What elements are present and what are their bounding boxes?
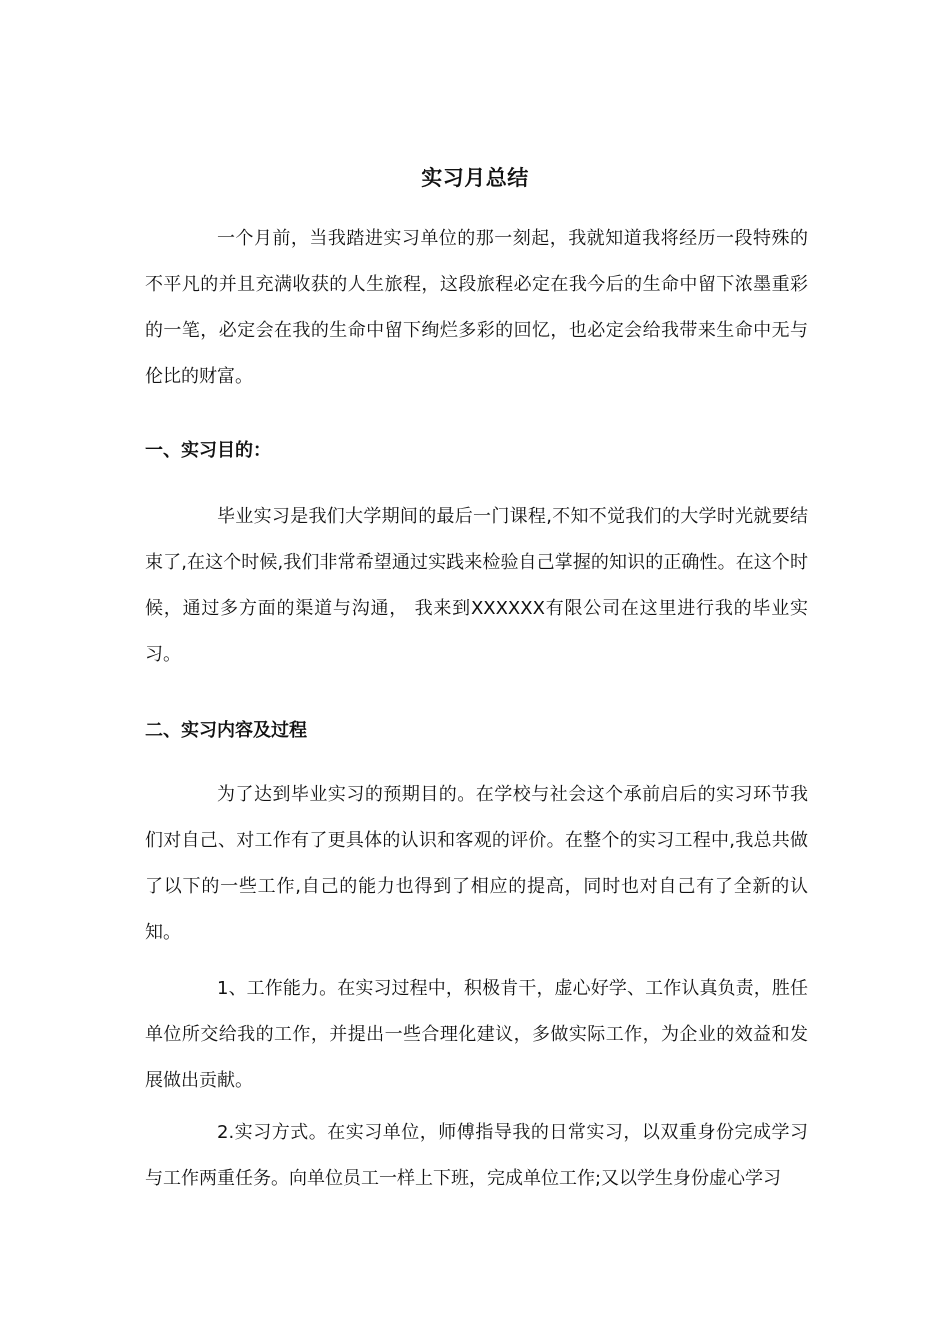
- content-paragraph: 为了达到毕业实习的预期目的。在学校与社会这个承前启后的实习环节我们对自己、对工作有了更具体的认识和客观的评价。在整个的实习工程中,我总共做了以下的一些工作,自己的能力也得到了相应的提高，同时也对自己有了全新的认知。: [145, 784, 808, 943]
- internship-method-paragraph: 2.实习方式。在实习单位，师傅指导我的日常实习，以双重身份完成学习与工作两重任务。向单位员工一样上下班，完成单位工作;又以学生身份虚心学习: [145, 1122, 808, 1189]
- intro-paragraph: 一个月前，当我踏进实习单位的那一刻起，我就知道我将经历一段特殊的不平凡的并且充满收获的人生旅程，这段旅程必定在我今后的生命中留下浓墨重彩的一笔，必定会在我的生命中留下绚烂多彩的回忆，也必定会给我带来生命中无与伦比的财富。: [145, 228, 808, 387]
- work-ability-paragraph: 1、工作能力。在实习过程中，积极肯干，虚心好学、工作认真负责，胜任单位所交给我的工作，并提出一些合理化建议，多做实际工作，为企业的效益和发展做出贡献。: [145, 978, 808, 1091]
- goal-paragraph: 毕业实习是我们大学期间的最后一门课程,不知不觉我们的大学时光就要结束了,在这个时候,我们非常希望通过实践来检验自己掌握的知识的正确性。在这个时候，通过多方面的渠道与沟通， 我来到XXXXXX有限公司在这里进行我的毕业实习。: [145, 506, 808, 665]
- section-heading-content: 二、实习内容及过程: [145, 720, 307, 741]
- section-heading-goal: 一、实习目的：: [145, 440, 271, 461]
- page-title: 实习月总结: [421, 166, 529, 191]
